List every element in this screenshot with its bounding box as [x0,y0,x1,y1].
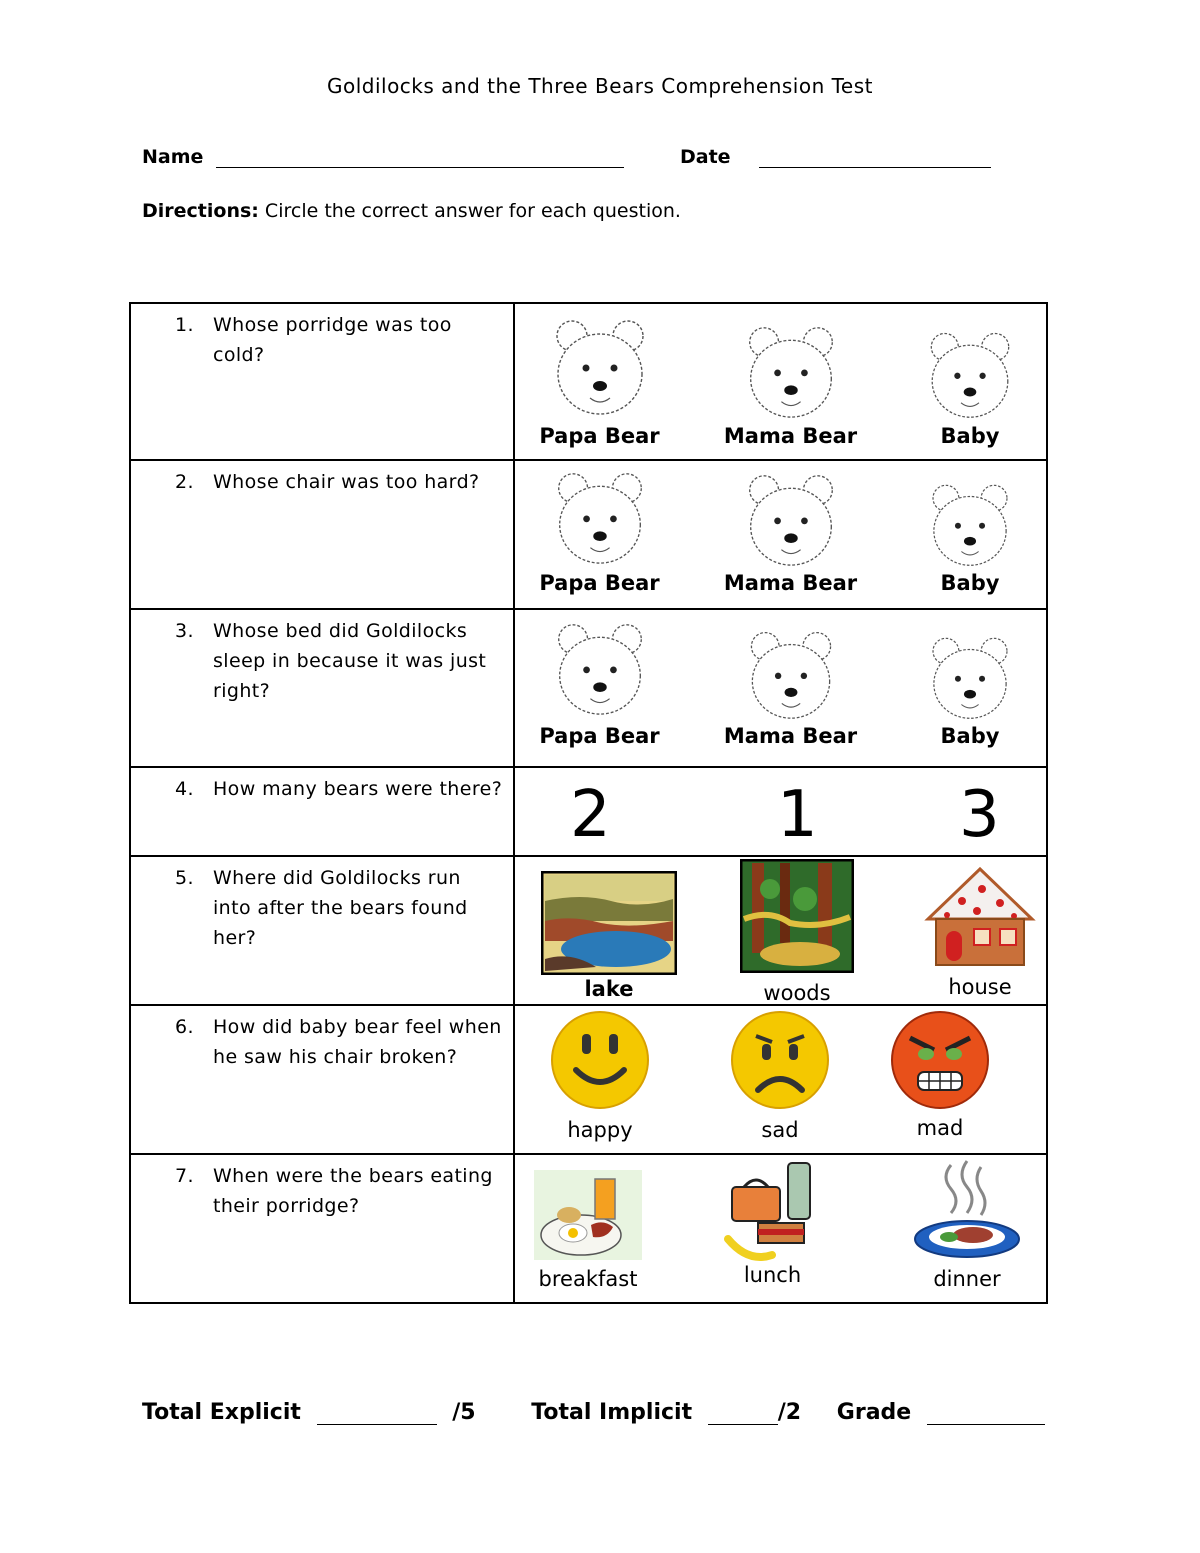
name-label: Name [142,146,204,168]
directions [142,200,681,222]
total-implicit-max: /2 [777,1400,802,1425]
question-row-2 [130,460,1047,609]
option-baby-bear[interactable]: Baby [915,328,1025,448]
option-lunch[interactable]: lunch [715,1159,830,1287]
option-woods[interactable]: woods [737,859,857,1005]
question-number: 2. [175,471,194,493]
question-text: When were the bears eating their porridge? [213,1165,493,1217]
question-row-3 [130,609,1047,767]
mama-bear-icon [743,628,839,720]
papa-bear-icon [550,312,650,420]
option-house[interactable]: house [905,861,1055,999]
question-number: 1. [175,314,194,336]
question-table [129,302,1048,1304]
papa-bear-icon [552,616,648,720]
option-mama-bear[interactable]: Mama Bear [723,471,858,595]
question-number: 5. [175,867,194,889]
total-implicit-blank[interactable] [708,1402,778,1425]
option-mad[interactable]: mad [885,1008,995,1140]
baby-bear-icon [925,328,1015,420]
house-icon [922,861,1038,971]
total-explicit-blank[interactable] [317,1402,437,1425]
date-label: Date [680,146,731,168]
option-mama-bear[interactable]: Mama Bear [723,628,858,748]
option-number-3[interactable]: 3 [959,778,1000,852]
question-text: Whose bed did Goldilocks sleep in because it was just right? [213,620,487,702]
question-number: 7. [175,1165,194,1187]
mad-face-icon [888,1008,992,1112]
page-title: Goldilocks and the Three Bears Comprehension Test [326,74,874,98]
option-dinner[interactable]: dinner [907,1155,1027,1291]
option-number-1[interactable]: 1 [777,778,818,852]
name-field [142,146,624,168]
question-text: Whose porridge was too cold? [213,314,452,366]
total-implicit-label: Total Implicit [531,1400,693,1425]
directions-label: Directions: [142,200,259,222]
dinner-icon [911,1155,1023,1267]
sad-face-icon [728,1010,832,1110]
option-baby-bear[interactable]: Baby [915,634,1025,748]
question-text: Whose chair was too hard? [213,471,480,493]
question-row-5 [130,856,1047,1005]
question-number: 6. [175,1016,194,1038]
option-number-2[interactable]: 2 [570,778,611,852]
question-row-4 [130,767,1047,856]
option-baby-bear[interactable]: Baby [915,481,1025,595]
question-number: 4. [175,778,194,800]
option-breakfast[interactable]: breakfast [523,1169,653,1291]
baby-bear-icon [927,634,1013,720]
question-number: 3. [175,620,194,642]
papa-bear-icon [552,467,648,567]
name-blank[interactable] [216,147,624,168]
total-explicit-label: Total Explicit [142,1400,301,1425]
date-blank[interactable] [759,147,991,168]
lunch-icon [718,1159,828,1265]
option-papa-bear[interactable]: Papa Bear [537,467,662,595]
question-row-1 [130,303,1047,460]
question-text: How many bears were there? [213,778,503,800]
baby-bear-icon [927,481,1013,567]
question-row-6 [130,1005,1047,1154]
question-row-7 [130,1154,1047,1303]
mama-bear-icon [743,471,839,567]
score-footer [142,1400,1045,1425]
lake-icon [541,871,677,975]
option-papa-bear[interactable]: Papa Bear [537,312,662,448]
mama-bear-icon [743,322,839,420]
option-sad[interactable]: sad [720,1010,840,1142]
directions-text: Circle the correct answer for each question. [258,200,681,222]
question-text: How did baby bear feel when he saw his chair broken? [213,1016,502,1068]
option-lake[interactable]: lake [539,871,679,1001]
option-happy[interactable]: happy [535,1010,665,1142]
breakfast-icon [533,1169,643,1261]
woods-icon [740,859,854,973]
option-mama-bear[interactable]: Mama Bear [723,322,858,448]
happy-face-icon [548,1010,652,1110]
question-text: Where did Goldilocks run into after the bears found her? [213,867,468,949]
option-papa-bear[interactable]: Papa Bear [537,616,662,748]
grade-label: Grade [836,1400,912,1425]
grade-blank[interactable] [927,1402,1045,1425]
date-field [680,146,991,168]
total-explicit-max: /5 [452,1400,476,1425]
